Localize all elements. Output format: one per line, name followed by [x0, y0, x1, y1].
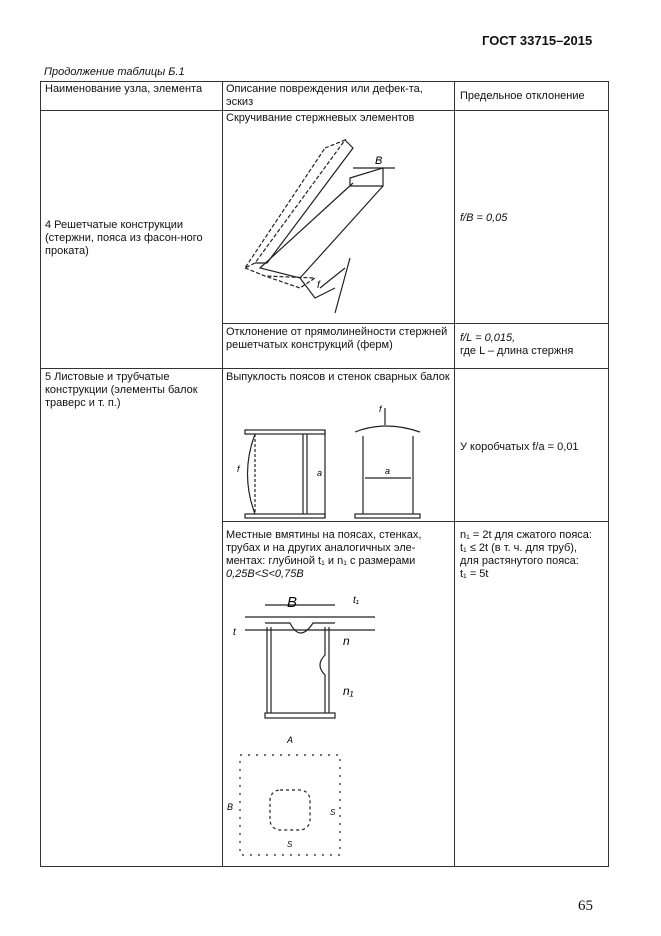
svg-text:a: a [385, 466, 391, 476]
row-5a-description: Выпуклость поясов и стенок сварных балок [226, 371, 450, 383]
svg-text:n: n [343, 634, 350, 648]
row-5b-limit-4: t₁ = 5t [460, 568, 489, 580]
row-4-element: 4 Решетчатые конструкции (стержни, пояса из фасон-ного проката) [45, 219, 203, 257]
row-5b-limit-1: n₁ = 2t для сжатого пояса: [460, 529, 592, 541]
row-4b-limit-1: f/L = 0,015, [460, 332, 516, 344]
row-5-element: 5 Листовые и трубчатые конструкции (элементы балок траверс и т. п.) [45, 371, 198, 409]
svg-text:n₁: n₁ [343, 684, 354, 698]
column-header-element: Наименование узла, элемента [45, 83, 203, 95]
row-5b-limit-3: для растянутого пояса: [460, 555, 579, 567]
svg-text:f: f [237, 464, 240, 474]
svg-text:S: S [330, 808, 336, 817]
row-4b-description: Отклонение от прямолинейности стержней решетчатых конструкций (ферм) [226, 326, 448, 351]
row-5b-description-2: 0,25B<S<0,75B [226, 568, 304, 580]
svg-text:B: B [227, 802, 234, 812]
svg-text:t: t [233, 627, 236, 638]
row-5a-limit: У коробчатых f/a = 0,01 [460, 441, 579, 453]
standard-number: ГОСТ 33715–2015 [482, 33, 593, 48]
row-4a-description: Скручивание стержневых элементов [226, 112, 415, 124]
sketch-label-f: f [317, 280, 320, 291]
row-5b-description-1: Местные вмятины на поясах, стенках, трубах и на других аналогичных эле-ментах: глубиной t₁ и n₁ с размерами [226, 529, 422, 567]
svg-text:t₁: t₁ [353, 595, 359, 606]
dents-sketch [225, 585, 450, 865]
column-header-description: Описание повреждения или дефек-та, эскиз [226, 83, 423, 108]
twisting-sketch [225, 128, 450, 318]
page-number: 65 [578, 898, 593, 914]
bulging-sketch [225, 400, 450, 520]
sketch-label-b: B [375, 155, 383, 167]
svg-text:S: S [287, 840, 293, 849]
svg-text:B: B [287, 594, 298, 611]
row-4a-limit: f/B = 0,05 [460, 212, 508, 224]
column-header-limit: Предельное отклонение [460, 90, 585, 102]
svg-text:A: A [287, 735, 294, 745]
svg-text:a: a [317, 468, 323, 478]
row-4b-limit-2: где L – длина стержня [460, 345, 574, 357]
row-5b-limit-2: t₁ ≤ 2t (в т. ч. для труб), [460, 542, 578, 554]
svg-text:f: f [379, 404, 382, 414]
table-caption: Продолжение таблицы Б.1 [44, 66, 185, 78]
